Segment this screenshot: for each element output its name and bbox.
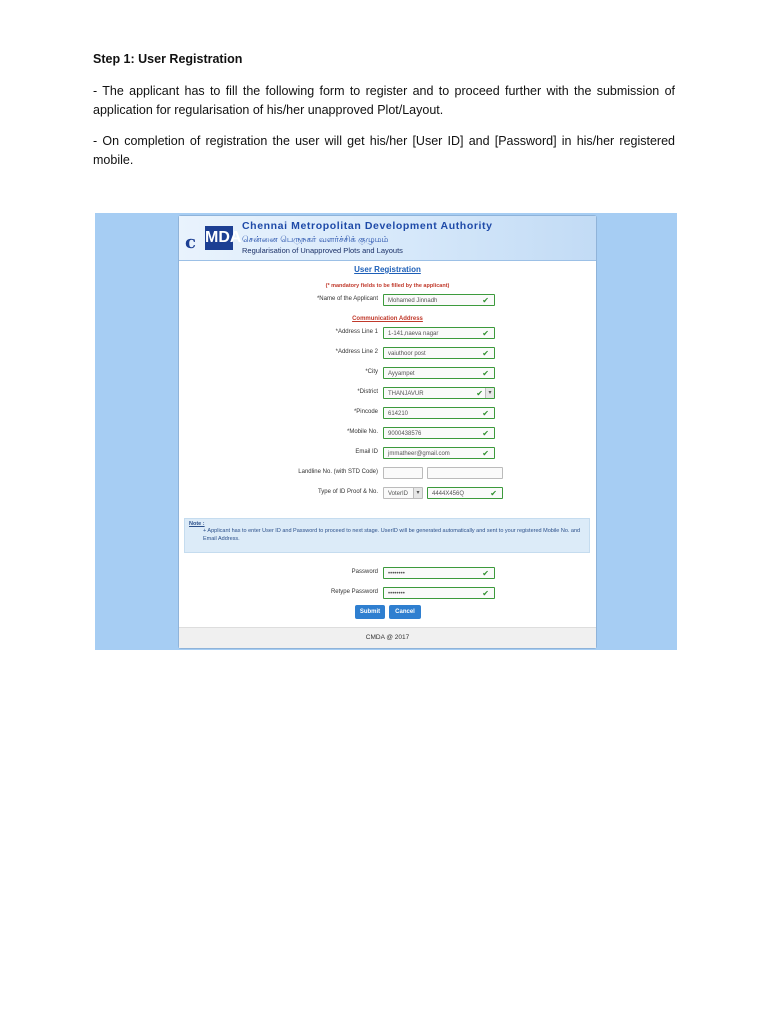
city-value: Ayyampet	[388, 371, 415, 377]
address1-input[interactable]	[383, 327, 495, 339]
address2-value: vaiuthoor post	[388, 351, 426, 357]
address1-label: *Address Line 1	[335, 329, 378, 335]
check-icon: ✔	[482, 296, 489, 305]
submit-button[interactable]: Submit	[355, 605, 385, 619]
note-text: + Applicant has to enter User ID and Password to proceed to next stage. UserID will be generated automatically and sent to your registered Mobile No. and Email Address.	[203, 528, 581, 542]
check-icon: ✔	[490, 489, 497, 498]
pincode-input[interactable]	[383, 407, 495, 419]
password-label: Password	[351, 569, 378, 575]
retype-password-label: Retype Password	[330, 589, 378, 595]
cmda-logo	[185, 224, 242, 253]
password-value: ••••••••	[388, 571, 405, 577]
note-title: Note :	[189, 521, 205, 527]
retype-password-value: ••••••••	[388, 591, 405, 597]
instruction-paragraph-2: - On completion of registration the user will get his/her [User ID] and [Password] in his/her registered mobile.	[93, 134, 675, 167]
banner-tamil: சென்னை பெருநகர் வளர்ச்சிக் குழுமம்	[242, 234, 389, 244]
name-value: Mohamed Jinnadh	[388, 298, 438, 304]
email-label: Email ID	[355, 449, 378, 455]
logo-mark: MDA	[205, 226, 233, 250]
email-input[interactable]	[383, 447, 495, 459]
registration-panel	[178, 215, 597, 649]
idproof-number-input[interactable]	[427, 487, 503, 499]
check-icon: ✔	[482, 429, 489, 438]
check-icon: ✔	[476, 389, 483, 398]
chevron-down-icon[interactable]: ▾	[485, 388, 494, 398]
name-input[interactable]	[383, 294, 495, 306]
mandatory-note: (* mandatory fields to be filled by the applicant)	[325, 283, 450, 289]
check-icon: ✔	[482, 329, 489, 338]
password-input[interactable]	[383, 567, 495, 579]
chevron-down-icon[interactable]: ▾	[413, 488, 422, 498]
cancel-button[interactable]: Cancel	[389, 605, 421, 619]
city-input[interactable]	[383, 367, 495, 379]
check-icon: ✔	[482, 409, 489, 418]
mobile-label: *Mobile No.	[346, 429, 378, 435]
check-icon: ✔	[482, 569, 489, 578]
idproof-type-value: VoterID	[388, 491, 409, 497]
address2-label: *Address Line 2	[335, 349, 378, 355]
check-icon: ✔	[482, 589, 489, 598]
mobile-input[interactable]	[383, 427, 495, 439]
address2-input[interactable]	[383, 347, 495, 359]
address1-value: 1-141,naeva nagar	[388, 331, 439, 337]
city-label: *City	[365, 369, 378, 375]
name-label: *Name of the Applicant	[316, 296, 378, 302]
idproof-number-value: 4444X456Q	[432, 491, 465, 497]
step-heading: Step 1: User Registration	[93, 52, 243, 66]
banner-subtitle: Regularisation of Unapproved Plots and Layouts	[242, 246, 403, 255]
district-value: THANJAVUR	[388, 391, 424, 397]
email-value: jmmatheer@gmail.com	[388, 451, 450, 457]
footer-copyright: CMDA @ 2017	[179, 627, 596, 648]
district-select[interactable]	[383, 387, 495, 399]
form-title[interactable]: User Registration	[354, 265, 421, 274]
mobile-value: 9000438576	[388, 431, 422, 437]
communication-address-heading: Communication Address	[352, 316, 423, 322]
landline-std-input[interactable]	[383, 467, 423, 479]
pincode-value: 614210	[388, 411, 409, 417]
district-label: *District	[357, 389, 378, 395]
check-icon: ✔	[482, 349, 489, 358]
registration-screenshot	[95, 213, 677, 650]
cmda-banner	[179, 216, 596, 261]
landline-label: Landline No. (with STD Code)	[298, 469, 378, 475]
check-icon: ✔	[482, 369, 489, 378]
banner-title: Chennai Metropolitan Development Authority	[242, 220, 493, 232]
note-box	[184, 518, 590, 553]
check-icon: ✔	[482, 449, 489, 458]
instruction-paragraph-1: - The applicant has to fill the following form to register and to proceed further with the submission of application for regularisation of his/her unapproved Plot/Layout.	[93, 84, 675, 117]
pincode-label: *Pincode	[353, 409, 378, 415]
retype-password-input[interactable]	[383, 587, 495, 599]
idproof-label: Type of ID Proof & No.	[317, 489, 378, 495]
idproof-type-select[interactable]	[383, 487, 423, 499]
logo-letter: c	[185, 232, 195, 253]
landline-number-input[interactable]	[427, 467, 503, 479]
